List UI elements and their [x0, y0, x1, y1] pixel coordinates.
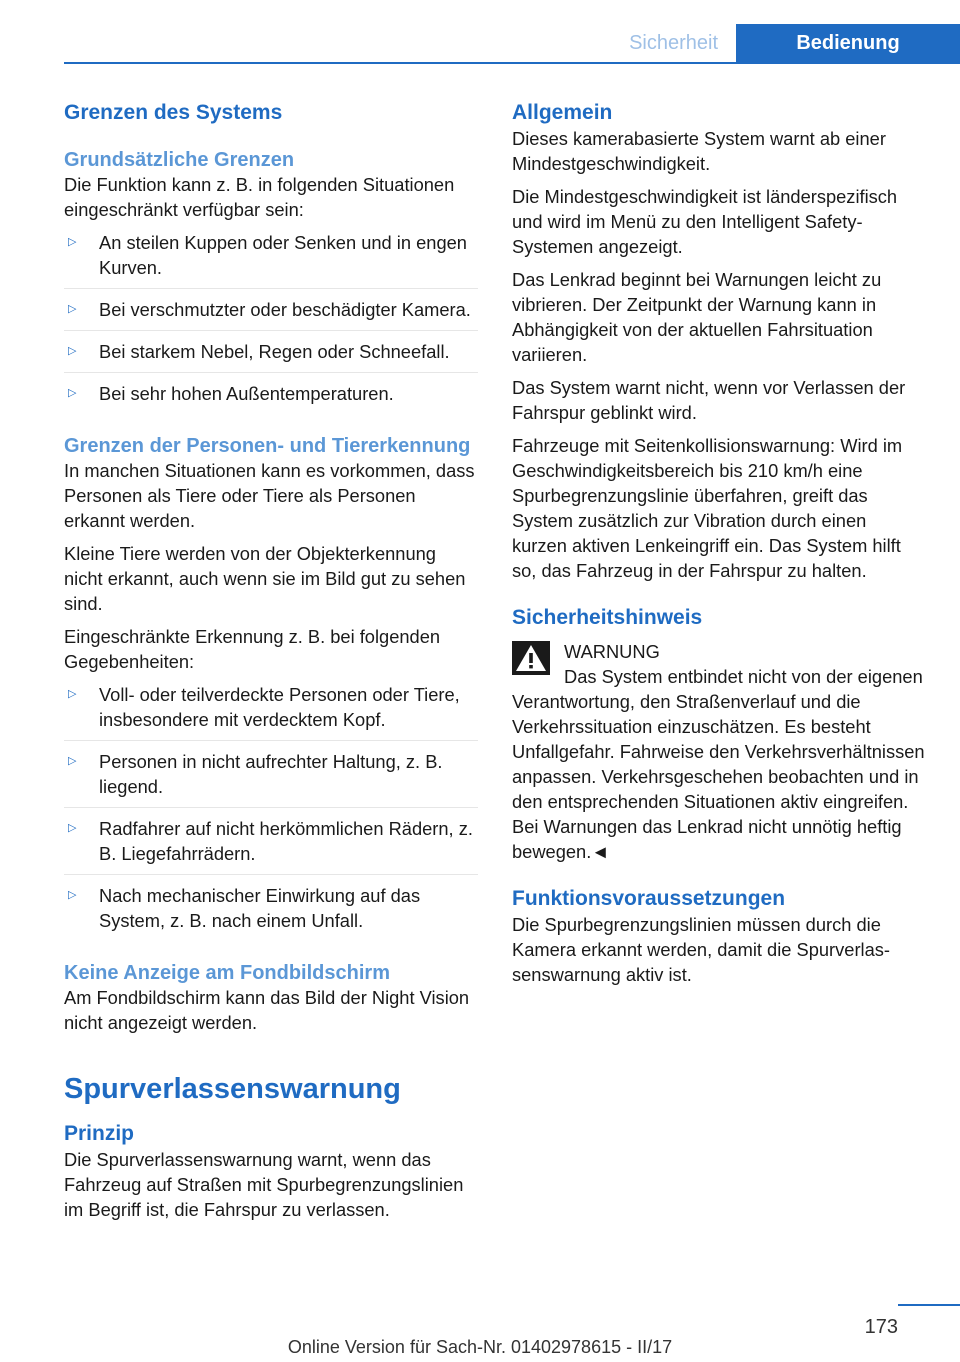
heading-allgemein: Allgemein [512, 101, 613, 124]
list-item [64, 297, 478, 331]
list-item-text: Personen in nicht aufrechter Haltung, z. B. liegend. [99, 751, 443, 797]
online-version-note: Online Version für Sach-Nr. 01402978615 - II/17 [287, 1337, 673, 1357]
paragraph-personen-1: In manchen Situationen kann es vorkommen, dass Personen als Tiere oder Tiere als Personen erkannt werden. [64, 460, 475, 531]
triangle-right-icon: ▷ [68, 387, 77, 399]
triangle-right-icon: ▷ [68, 303, 77, 315]
list-grenzen [64, 230, 478, 414]
heading-spurverlassenswarnung: Spurverlassenswarnung [64, 1073, 401, 1105]
warning-triangle-icon [512, 641, 550, 675]
paragraph-keine-anzeige: Am Fondbildschirm kann das Bild der Night Vision nicht angezeigt werden. [64, 987, 470, 1033]
warning-text: Das System entbindet nicht von der eigenen Verantwortung, den Straßenverlauf und die Verkehrssituation einzuschätzen. Es besteht Unfallgefahr. Fahrweise den Verkehrsverhältnissen anpassen. Verkehrsgeschehen beobachten und in den entsprechenden Situationen aktiv eingreifen. Bei Warnungen das Lenkrad nicht unnötig heftig bewegen.◄ [512, 666, 925, 862]
tab-bedienung[interactable]: Bedienung [736, 24, 960, 62]
triangle-right-icon: ▷ [68, 345, 77, 357]
list-item [64, 381, 478, 414]
heading-funktionsvoraussetzungen: Funktionsvoraussetzungen [512, 887, 786, 910]
list-item-text: Bei verschmutzter oder beschädigter Kamera. [99, 299, 471, 320]
list-item [64, 682, 478, 741]
paragraph-grundsaetzliche-grenzen: Die Funktion kann z. B. in folgenden Situationen eingeschränkt verfügbar sein: [64, 174, 455, 220]
heading-personen-tiererkennung: Grenzen der Personen- und Tiererkennung [64, 435, 471, 457]
warning-box [512, 639, 926, 864]
paragraph-allgemein-4: Das System warnt nicht, wenn vor Verlassen der Fahrspur geblinkt wird. [512, 377, 906, 423]
paragraph-prinzip: Die Spurverlassenswarnung warnt, wenn das Fahrzeug auf Straßen mit Spurbegrenzungslinien im Begriff ist, die Fahrspur zu verlassen. [64, 1149, 464, 1220]
list-item [64, 339, 478, 373]
tab-sicherheit[interactable]: Sicherheit [629, 32, 718, 54]
heading-prinzip: Prinzip [64, 1122, 135, 1145]
list-item-text: Bei sehr hohen Außentemperaturen. [99, 383, 394, 404]
list-item-text: Voll- oder teilverdeckte Personen oder Tiere, insbesondere mit verdecktem Kopf. [99, 684, 460, 730]
triangle-right-icon: ▷ [68, 889, 77, 901]
paragraph-funktionsvoraussetzungen: Die Spurbegrenzungslinien müssen durch die Kamera erkannt werden, damit die Spurverlassenswarnung aktiv ist. [512, 914, 890, 985]
triangle-right-icon: ▷ [68, 755, 77, 767]
list-item-text: Bei starkem Nebel, Regen oder Schneefall. [99, 341, 450, 362]
paragraph-allgemein-5: Fahrzeuge mit Seitenkollisionswarnung: Wird im Geschwindigkeitsbereich bis 210 km/h eine Spurbegrenzungslinie überfahren, greift das System zusätzlich zur Vibration durch einen kurzen aktiven Lenkeingriff ein. Das System hilft so, das Fahrzeug in der Fahrspur zu halten. [512, 435, 903, 581]
list-item-text: Nach mechanischer Einwirkung auf das System, z. B. nach einem Unfall. [99, 885, 421, 931]
paragraph-allgemein-3: Das Lenkrad beginnt bei Warnungen leicht zu vibrieren. Der Zeitpunkt der Warnung kann in Abhängigkeit von der aktuellen Fahrsituation variieren. [512, 269, 882, 365]
header-bar [64, 24, 960, 64]
left-column [64, 100, 478, 1230]
heading-grundsaetzliche-grenzen: Grundsätzliche Grenzen [64, 149, 295, 171]
paragraph-personen-3: Eingeschränkte Erkennung z. B. bei folgenden Gegebenheiten: [64, 626, 441, 672]
list-item-text: Radfahrer auf nicht herkömmlichen Rädern, z. B. Liegefahrrädern. [99, 818, 473, 864]
triangle-right-icon: ▷ [68, 688, 77, 700]
footer-accent-bar [898, 1304, 960, 1306]
triangle-right-icon: ▷ [68, 236, 77, 248]
triangle-right-icon: ▷ [68, 822, 77, 834]
heading-keine-anzeige: Keine Anzeige am Fondbildschirm [64, 962, 390, 984]
list-item [64, 230, 478, 289]
heading-sicherheitshinweis: Sicherheitshinweis [512, 606, 703, 629]
warning-label: WARNUNG [564, 641, 660, 662]
list-item [64, 816, 478, 875]
paragraph-allgemein-1: Dieses kamerabasierte System warnt ab einer Mindestgeschwindigkeit. [512, 128, 886, 174]
list-item [64, 883, 478, 941]
list-item [64, 749, 478, 808]
page-number: 173 [864, 1316, 898, 1338]
heading-grenzen-des-systems: Grenzen des Systems [64, 101, 283, 124]
paragraph-allgemein-2: Die Mindestgeschwindigkeit ist länderspezifisch und wird im Menü zu den Intelligent Safety-Systemen angezeigt. [512, 186, 898, 257]
list-erkennung [64, 682, 478, 941]
right-column [512, 100, 926, 995]
list-item-text: An steilen Kuppen oder Senken und in engen Kurven. [99, 232, 467, 278]
paragraph-personen-2: Kleine Tiere werden von der Objekterkennung nicht erkannt, auch wenn sie im Bild gut zu sehen sind. [64, 543, 466, 614]
